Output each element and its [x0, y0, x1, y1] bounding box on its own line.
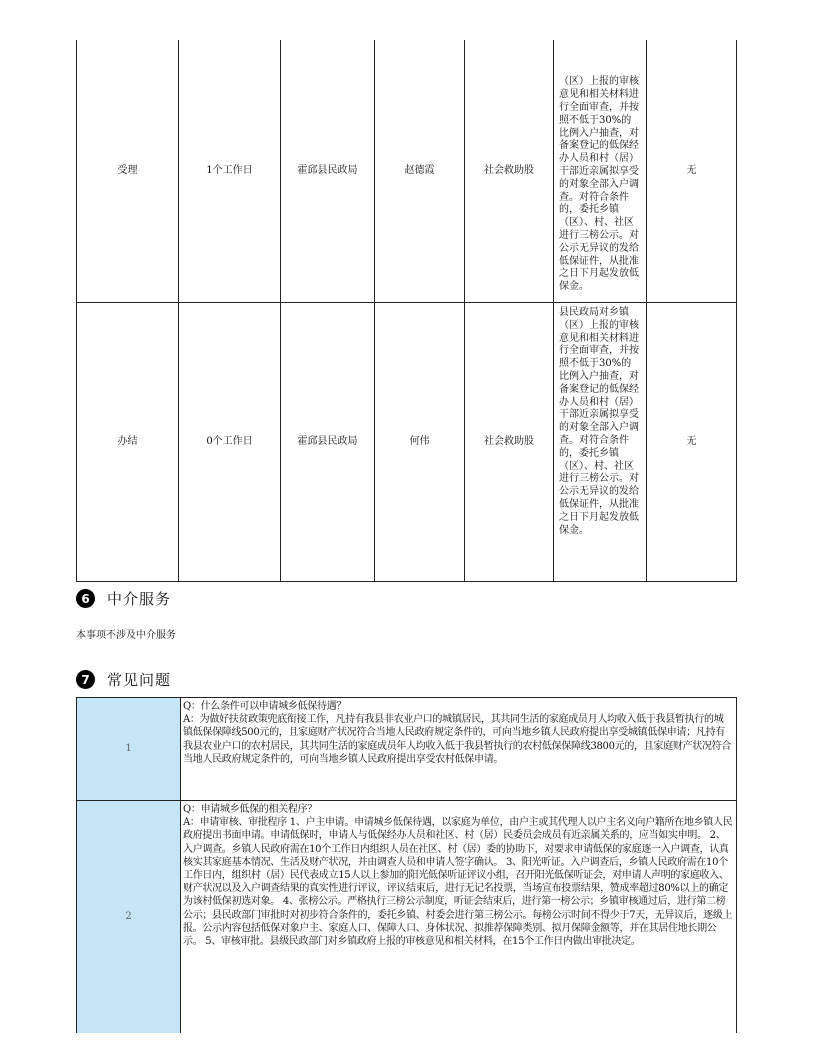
faq-index: 1: [77, 698, 181, 801]
department-cell: 霍邱县民政局: [281, 303, 375, 582]
intermediary-note: 本事项不涉及中介服务: [76, 630, 176, 641]
process-table: [76, 40, 737, 582]
time-limit-cell: 1个工作日: [179, 40, 281, 303]
section-title: 常见问题: [107, 671, 172, 689]
faq-row: [77, 698, 737, 801]
circled-number-7-icon: 7: [76, 670, 95, 689]
faq-question: Q：申请城乡低保的相关程序？: [183, 804, 317, 815]
step-cell: 办结: [77, 303, 179, 582]
department-cell: 霍邱县民政局: [281, 40, 375, 303]
office-cell: 社会救助股: [465, 40, 554, 303]
fee-cell: 无: [647, 303, 737, 582]
faq-index: 2: [77, 801, 181, 1034]
description-cell: [554, 40, 647, 303]
intermediary-heading: [76, 588, 171, 609]
faq-content: [181, 698, 737, 801]
table-row: [77, 40, 737, 303]
person-cell: 赵德霞: [375, 40, 465, 303]
office-cell: 社会救助股: [465, 303, 554, 582]
faq-content: [181, 801, 737, 1034]
person-cell: 何伟: [375, 303, 465, 582]
circled-number-6-icon: 6: [76, 589, 95, 608]
faq-answer: A：为做好扶贫政策兜底衔接工作，凡持有我县非农业户口的城镇居民，其共同生活的家庭成员月人均收入低于我县暂执行的城镇低保保障线500元的，且家庭财产状况符合当地人民政府规定条件的，可向当地乡镇人民政府提出享受城镇低保申请；凡持有我县农业户口的农村居民，其共同生活的家庭成员年人均收入低于我县暂执行的农村低保保障线3800元的，且家庭财产状况符合当地人民政府规定条件的，可向当地乡镇人民政府提出享受农村低保申请。: [183, 714, 732, 765]
table-row: [77, 303, 737, 582]
faq-answer: A：申请审核、审批程序 1、户主申请。申请城乡低保待遇，以家庭为单位，由户主或其代理人以户主名义向户籍所在地乡镇人民政府提出书面申请。申请低保时，申请人与低保经办人员和社区、村（居）民委员会成员有近亲属关系的，应当如实申明。 2、入户调查。乡镇人民政府需在10个工作日内组织人员在社区、村（居）委的协助下，对要求申请低保的家庭逐一入户调查，认真核实其家庭基本情况、生活及财产状况，并由调查人员和申请人签字确认。 3、阳光听证。入户调查后，乡镇人民政府需在10个工作日内，组织村（居）民代表成立15人以上参加的阳光低保听证评议小组，召开阳光低保听证会，对申请人声明的家庭收入、财产状况以及入户调查结果的真实性进行评议，评议结束后，进行无记名投票，当场宣布投票结果，赞成率超过80%以上的确定为该村低保初选对象。 4、张榜公示。严格执行三榜公示制度，听证会结束后，进行第一榜公示；乡镇审核通过后，进行第二榜公示；县民政部门审批时对初步符合条件的，委托乡镇、村委会进行第三榜公示。每榜公示时间不得少于7天，无异议后，逐级上报。公示内容包括低保对象户主、家庭人口、保障人口、身体状况、拟推荐保障类别、拟月保障金额等，并在其居住地长期公示。 5、审核审批。县级民政部门对乡镇政府上报的审核意见和相关材料，在15个工作日内做出审批决定。: [183, 817, 733, 947]
faq-heading: [76, 669, 171, 690]
faq-question: Q：什么条件可以申请城乡低保待遇？: [183, 701, 347, 712]
section-title: 中介服务: [107, 590, 172, 608]
description-text: （区）上报的审核意见和相关材料进行全面审查，并按照不低于30%的比例入户抽查，对备案登记的低保经办人员和村（居）干部近亲属拟享受的对象全部入户调查。对符合条件的，委托乡镇（区）、村、社区进行三榜公示。对公示无异议的发给低保证件，从批准之日下月起发放低保金。: [559, 76, 639, 293]
step-cell: 受理: [77, 40, 179, 303]
description-cell: [554, 303, 647, 582]
faq-table: [76, 697, 737, 1033]
time-limit-cell: 0个工作日: [179, 303, 281, 582]
description-text: 县民政局对乡镇（区）上报的审核意见和相关材料进行全面审查，并按照不低于30%的比例入户抽查，对备案登记的低保经办人员和村（居）干部近亲属拟享受的对象全部入户调查。对符合条件的，委托乡镇（区）、村、社区进行三榜公示。对公示无异议的发给低保证件，从批准之日下月起发放低保金。: [559, 307, 639, 536]
fee-cell: 无: [647, 40, 737, 303]
faq-row: [77, 801, 737, 1034]
